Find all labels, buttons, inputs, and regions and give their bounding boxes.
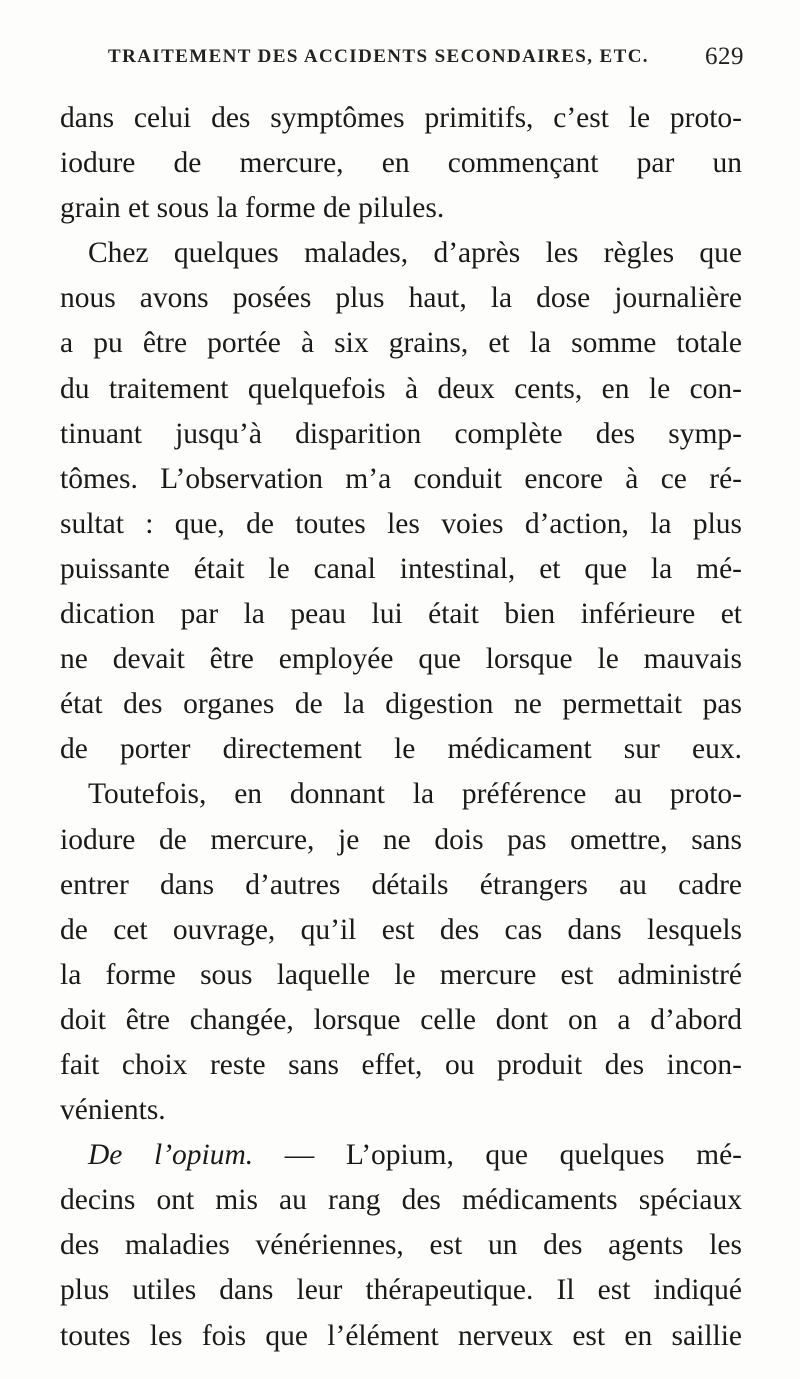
text-line: la forme sous laquelle le mercure est administré bbox=[60, 958, 742, 991]
text-line: a pu être portée à six grains, et la somme totale bbox=[60, 327, 742, 360]
text-line: Toutefois, en donnant la préférence au proto- bbox=[88, 778, 742, 811]
body-text bbox=[60, 96, 742, 1359]
text-line: doit être changée, lorsque celle dont on a d’abord bbox=[60, 1003, 742, 1036]
text-line: nous avons posées plus haut, la dose journalière bbox=[60, 282, 742, 315]
text-line: fait choix reste sans effet, ou produit des incon- bbox=[60, 1048, 742, 1081]
text-line: entrer dans d’autres détails étrangers au cadre bbox=[60, 868, 742, 901]
text-line: plus utiles dans leur thérapeutique. Il est indiqué bbox=[60, 1274, 742, 1307]
text-line: iodure de mercure, en commençant par un bbox=[60, 147, 742, 180]
text-line: dication par la peau lui était bien inférieure et bbox=[60, 598, 742, 631]
text-line: vénients. bbox=[60, 1094, 166, 1127]
section-heading-italic: De l’opium. bbox=[88, 1139, 254, 1172]
text-line bbox=[60, 1133, 742, 1178]
text-line: grain et sous la forme de pilules. bbox=[60, 192, 445, 225]
text-line: de cet ouvrage, qu’il est des cas dans lesquels bbox=[60, 913, 742, 946]
text-line: decins ont mis au rang des médicaments spéciaux bbox=[60, 1184, 742, 1217]
text-line: tinuant jusqu’à disparition complète des symp- bbox=[60, 417, 742, 450]
text-line: dans celui des symptômes primitifs, c’est le proto- bbox=[60, 102, 742, 134]
running-head-title: TRAITEMENT DES ACCIDENTS SECONDAIRES, ETC. bbox=[108, 46, 649, 67]
text-line: iodure de mercure, je ne dois pas omettre, sans bbox=[60, 823, 742, 856]
section-heading-continuation: — L’opium, que quelques mé- bbox=[253, 1139, 742, 1172]
text-line: état des organes de la digestion ne permettait pas bbox=[60, 688, 742, 721]
text-line: sultat : que, de toutes les voies d’action, la plus bbox=[60, 507, 742, 540]
text-line: Chez quelques malades, d’après les règles que bbox=[88, 237, 742, 270]
text-line: des maladies vénériennes, est un des agents les bbox=[60, 1229, 742, 1262]
text-line: du traitement quelquefois à deux cents, en le con- bbox=[60, 372, 742, 405]
text-line: tômes. L’observation m’a conduit encore à ce ré- bbox=[60, 462, 742, 495]
page-number: 629 bbox=[705, 43, 744, 70]
running-head bbox=[108, 43, 744, 76]
text-line: puissante était le canal intestinal, et que la mé- bbox=[60, 552, 742, 585]
text-line: toutes les fois que l’élément nerveux est en saillie bbox=[60, 1319, 742, 1352]
text-line: de porter directement le médicament sur eux. bbox=[60, 733, 742, 766]
text-line: ne devait être employée que lorsque le mauvais bbox=[60, 643, 742, 676]
